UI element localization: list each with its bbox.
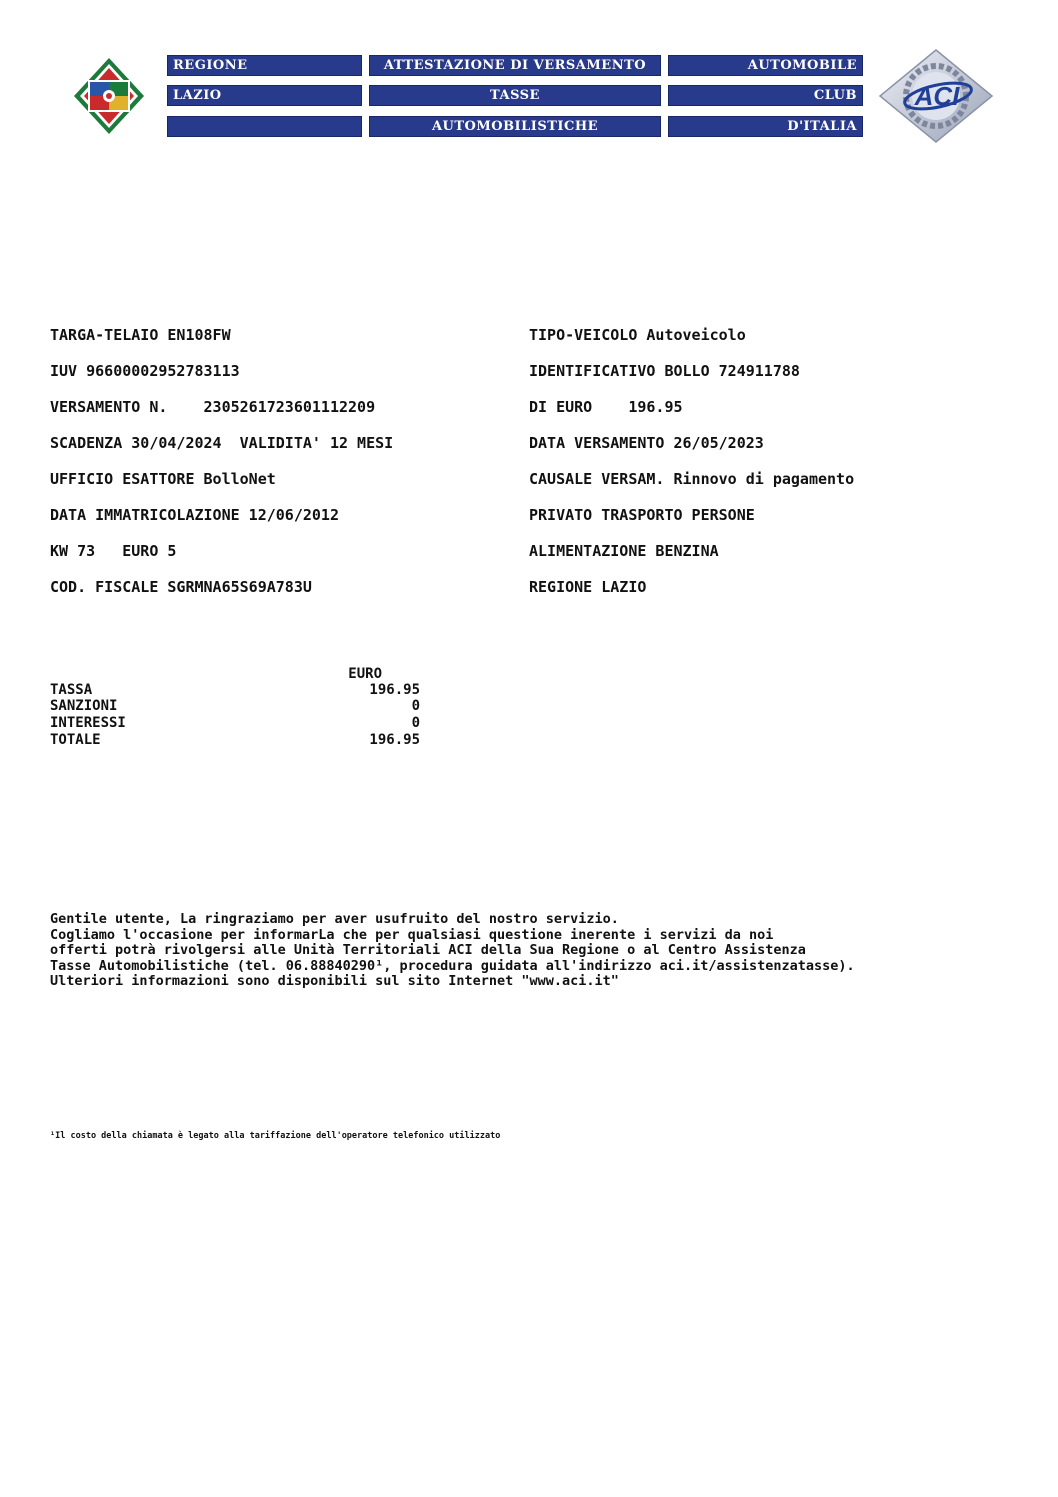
field-alimentazione: ALIMENTAZIONE BENZINA	[529, 542, 719, 560]
field-tipo-veicolo: TIPO-VEICOLO Autoveicolo	[529, 326, 746, 344]
thank-you-message: Gentile utente, La ringraziamo per aver usufruito del nostro servizio. Cogliamo l'occasione per informarLa che per qualsiasi questione inerente i servizi da noi offerti potrà rivolgersi alle Unità Territoriali ACI della Sua Regione o al Centro Assistenza Tasse Automobilistiche (tel. 06.88840290¹, procedura guidata all'indirizzo aci.it/assistenzatasse). Ulteriori informazioni sono disponibili sul sito Internet "www.aci.it"	[50, 911, 855, 989]
field-causale: CAUSALE VERSAM. Rinnovo di pagamento	[529, 470, 855, 488]
field-kw: KW 73 EURO 5	[50, 542, 177, 560]
amount-value-totale: 196.95	[369, 732, 420, 748]
header-attestazione: ATTESTAZIONE DI VERSAMENTO	[369, 55, 661, 76]
header-ditalia: D'ITALIA	[668, 116, 863, 137]
field-iuv: IUV 96600002952783113	[50, 362, 240, 380]
aci-logo-text: ACI	[914, 81, 960, 111]
aci-logo	[876, 46, 996, 146]
amount-value-tassa: 196.95	[369, 682, 420, 698]
field-codice-fiscale: COD. FISCALE SGRMNA65S69A783U	[50, 578, 312, 596]
header-regione: REGIONE	[167, 55, 362, 76]
field-identificativo-bollo: IDENTIFICATIVO BOLLO 724911788	[529, 362, 800, 380]
amount-label-totale: TOTALE	[50, 732, 101, 748]
field-ufficio: UFFICIO ESATTORE BolloNet	[50, 470, 276, 488]
header-automobilistiche: AUTOMOBILISTICHE	[369, 116, 661, 137]
amount-label-tassa: TASSA	[50, 682, 93, 698]
header-tasse: TASSE	[369, 85, 661, 106]
amount-label-sanzioni: SANZIONI	[50, 698, 118, 714]
regione-lazio-logo	[72, 56, 146, 136]
amount-label-interessi: INTERESSI	[50, 715, 126, 731]
header-automobile: AUTOMOBILE	[668, 55, 863, 76]
field-immatricolazione: DATA IMMATRICOLAZIONE 12/06/2012	[50, 506, 339, 524]
field-scadenza: SCADENZA 30/04/2024 VALIDITA' 12 MESI	[50, 434, 394, 452]
field-regione: REGIONE LAZIO	[529, 578, 647, 596]
header-club: CLUB	[668, 85, 863, 106]
field-data-versamento: DATA VERSAMENTO 26/05/2023	[529, 434, 764, 452]
footnote: ¹Il costo della chiamata è legato alla tariffazione dell'operatore telefonico utilizzato	[50, 1131, 501, 1141]
amount-currency-header: EURO	[348, 666, 382, 682]
field-privato: PRIVATO TRASPORTO PERSONE	[529, 506, 755, 524]
amount-value-sanzioni: 0	[411, 698, 420, 714]
header-empty	[167, 116, 362, 137]
field-versamento: VERSAMENTO N. 2305261723601112209	[50, 398, 376, 416]
field-targa: TARGA-TELAIO EN108FW	[50, 326, 231, 344]
header-lazio: LAZIO	[167, 85, 362, 106]
field-di-euro: DI EURO 196.95	[529, 398, 683, 416]
amount-value-interessi: 0	[411, 715, 420, 731]
